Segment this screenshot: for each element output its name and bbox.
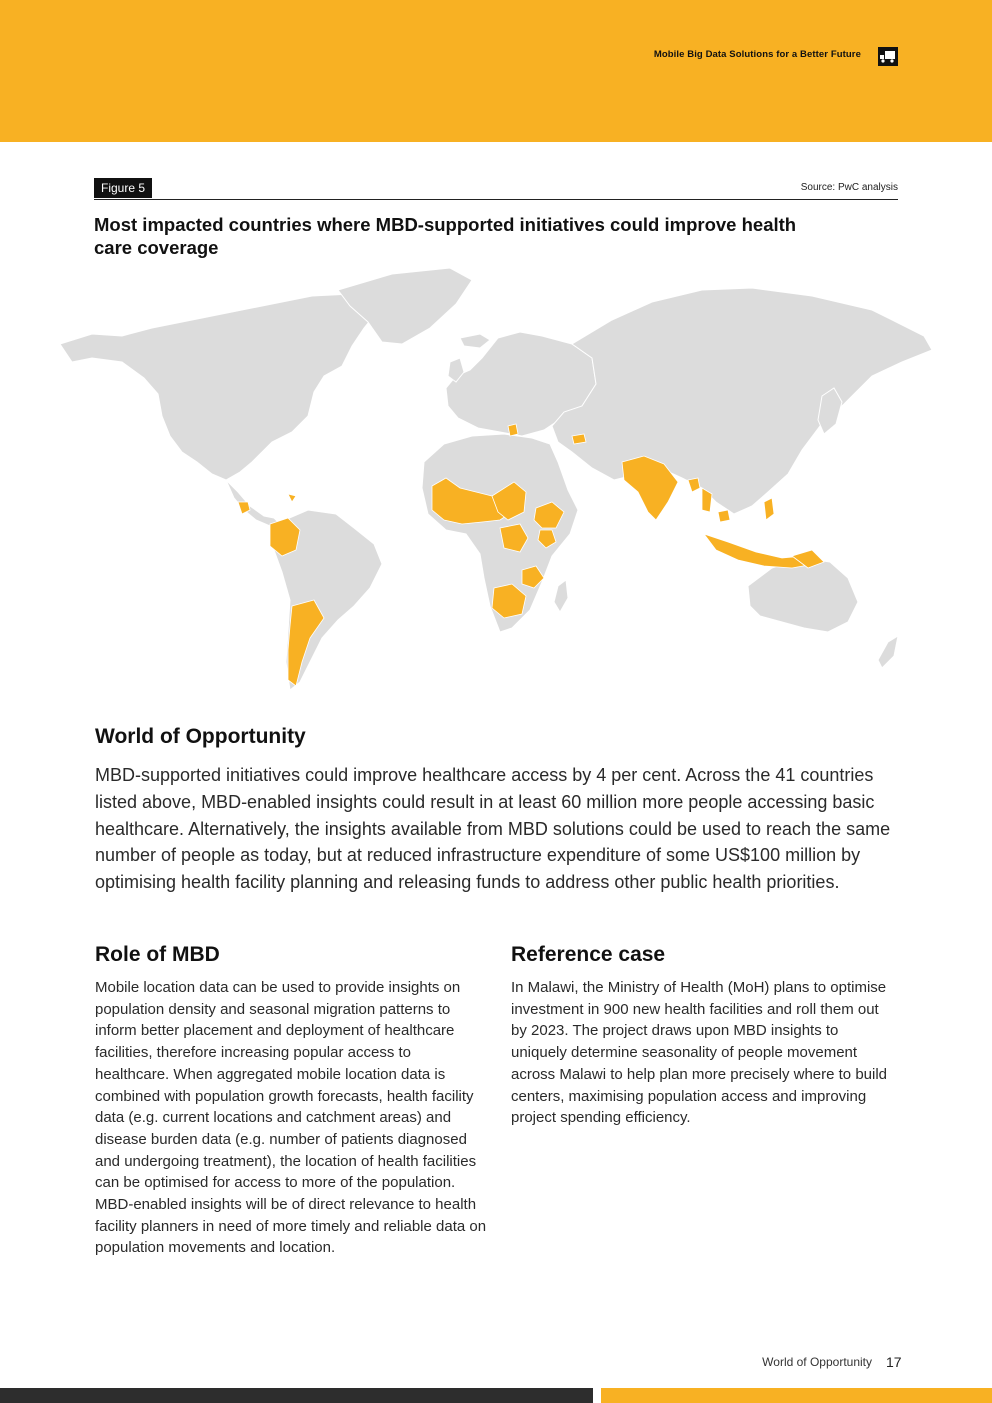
role-text: Mobile location data can be used to provide insights on population density and seasonal migration patterns to inform better placement and deployment of healthcare facilities, therefore increasing popular access to healthcare. When aggregated mobile location data is combined with population growth forecasts, health facility data (e.g. current locations and catchment areas) and disease burden data (e.g. number of patients diagnosed and undergoing treatment), the location of health facilities can be optimised for access to more of the population. MBD-enabled insights will be of direct relevance to health facility planners in need of more timely and reliable data on population movements and location. [95,979,487,1257]
map-central-america [226,480,280,526]
map-asia [552,288,932,514]
map-iceland [460,334,490,348]
header-band [0,0,992,142]
map-highlight-indonesia [704,534,814,568]
map-highlight-cambodia [718,510,730,522]
footer-bar-yellow [601,1388,992,1403]
map-highlight-philippines [764,498,774,520]
world-map [52,266,942,700]
footer-section: World of Opportunity [762,1355,872,1369]
map-new-zealand [878,636,898,668]
figure-title: Most impacted countries where MBD-supported initiatives could improve health care coverage [94,214,797,258]
map-highlight-bangladesh [688,478,700,492]
reference-title: Reference case [511,943,666,966]
truck-icon [878,47,898,66]
map-highlight-balkans [508,424,518,436]
figure-source: Source: PwC analysis [800,182,898,193]
footer-bar-dark [0,1388,593,1403]
map-madagascar [554,580,568,612]
world-text: MBD-supported initiatives could improve healthcare access by 4 per cent. Across the 41 countries listed above, MBD-enabled insights could result in at least 60 million more people accessing basic healthcare. Alternatively, the insights available from MBD solutions could be used to reach the same number of people as today, but at reduced infrastructure expenditure of some US$100 million by optimising health facility planning and releasing funds to address other public health priorities. [95,765,891,893]
world-title: World of Opportunity [95,725,306,748]
map-landmass [60,268,932,690]
map-highlight-caribbean [288,494,296,502]
figure-header [94,178,898,200]
figure-label: Figure 5 [94,178,152,198]
page-number: 17 [886,1354,902,1370]
role-title: Role of MBD [95,943,220,966]
header-title: Mobile Big Data Solutions for a Better Future [653,49,861,60]
reference-text: In Malawi, the Ministry of Health (MoH) plans to optimise investment in 900 new health facilities and roll them out by 2023. The project draws upon MBD insights to uniquely determine seasonality of people movement across Malawi to help plan more precisely where to build centers, maximising population access and improving project spending efficiency. [511,979,888,1127]
map-highlight-caucasus [572,434,586,444]
map-australia [748,558,858,632]
map-north-america [60,294,382,480]
